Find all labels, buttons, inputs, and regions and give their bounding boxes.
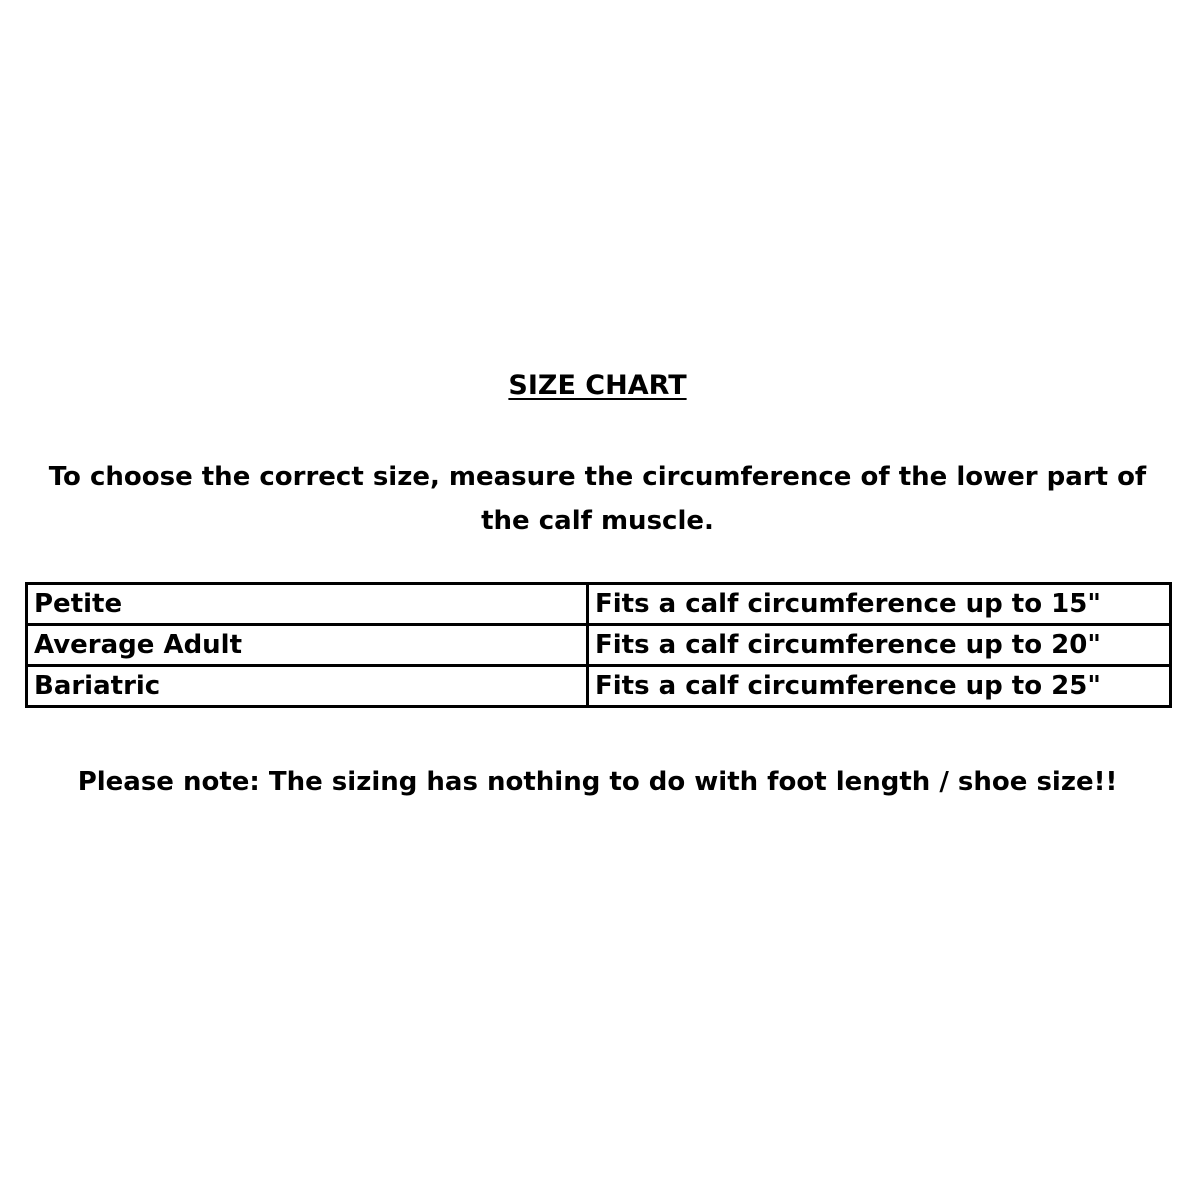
fit-description-cell: Fits a calf circumference up to 20" xyxy=(588,625,1171,666)
page-title xyxy=(0,368,1195,404)
sizing-note: Please note: The sizing has nothing to do with foot length / shoe size!! xyxy=(77,767,1118,797)
size-table xyxy=(25,582,1172,708)
table-row xyxy=(27,584,1171,625)
instructions-text: To choose the correct size, measure the circumference of the lower part of the calf muscle. xyxy=(48,462,1147,536)
size-name-cell: Petite xyxy=(27,584,588,625)
fit-description-cell: Fits a calf circumference up to 25" xyxy=(588,666,1171,707)
size-name-cell: Bariatric xyxy=(27,666,588,707)
title-text: SIZE CHART xyxy=(508,370,687,401)
table-row xyxy=(27,666,1171,707)
fit-description-cell: Fits a calf circumference up to 15" xyxy=(588,584,1171,625)
size-name-cell: Average Adult xyxy=(27,625,588,666)
table-row xyxy=(27,625,1171,666)
